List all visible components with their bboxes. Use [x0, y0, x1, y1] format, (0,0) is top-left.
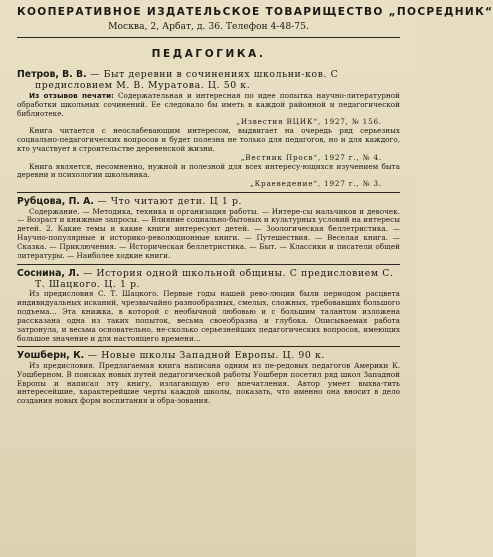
section-title: ПЕДАГОГИКА.: [151, 48, 266, 60]
entry-divider: [17, 264, 400, 265]
book-heading: [17, 196, 400, 207]
book-entry-washburn: [17, 350, 400, 406]
book-title: — История одной школьной общины. С предисловием С. Т. Шацкого. Ц. 1 р.: [35, 267, 394, 290]
review-text: Содержательная и интересная по идее попытка научно-литературной обработки школьных сочинений. Ее следовало бы иметь в каждой районной и педагогической библиотеке.: [17, 90, 401, 118]
header-divider: [17, 37, 400, 38]
book-author: Уошберн, К.: [17, 350, 85, 362]
publisher-line: [17, 6, 493, 19]
book-entry-rubtsova: [17, 196, 400, 260]
book-entry-sosnina: [17, 268, 400, 344]
publisher-header: [17, 6, 493, 33]
book-heading: [17, 69, 400, 92]
entry-divider: [17, 346, 400, 347]
publisher-org: КООПЕРАТИВНОЕ ИЗДАТЕЛЬСКОЕ ТОВАРИЩЕСТВО: [17, 6, 384, 18]
book-heading: [17, 268, 400, 291]
entry-divider: [17, 192, 400, 193]
review-paragraph: Книга является, несомненно, нужной и полезной для всех интересу-ющихся изучением быта деревни и психологии школьника.: [17, 161, 400, 180]
book-entry-petrov: [17, 69, 400, 189]
review-source: „Известия ВЦИК“, 1927, № 156.: [236, 117, 382, 127]
publisher-address: Москва, 2, Арбат, д. 36. Телефон 4-48-75.: [108, 21, 309, 32]
preface-paragraph: Из предисловия С. Т. Шацкого. Первые годы нашей рево-люции были периодом расцвета индивидуальных исканий, чрезвычайно разнообразных, смелых, сложных, требовавших большого подъема… Эта книжка, в которой с необычной любовью и с большим талантом изложена рассказана одна из таких попыток, весьма своеобразна и глубока. Описываемая работа затронула, и весьма основательно, не-сколько серьезнейших педагогических вопросов, имеющих большое значение и для настоящего времени…: [17, 289, 400, 343]
book-title: — Быт деревни в сочинениях школьни-ков. С предисловием М. В. Муратова. Ц. 50 к.: [35, 69, 339, 92]
book-title: — Что читают дети. Ц 1 р.: [93, 196, 243, 208]
publisher-name: „ПОСРЕДНИК“: [388, 6, 493, 18]
preface-paragraph: Из предисловия. Предлагаемая книга написана одним из пе-редовых педагогов Америки К. Уошберном. В поисках новых путей педагогической работы Уошберн посетил ряд школ Западной Европы и написал эту книгу, излагающую его впечатления. Автор умеет выхва-тить интересейшие, характерейшие черты каждой школы, показать, что именно она вносит в дело создания новых форм воспитания и обра-зования.: [17, 360, 400, 406]
review-lead: Из отзывов печати:: [29, 90, 114, 100]
contents-paragraph: Содержание. — Методика, техника и организация работы. — Интере-сы мальчиков и девочек. — Возраст и книжные запросы. — Влияние социально-бытовых и культурных условий на интересы детей. 2. Какие темы и какие книги интересуют детей. — Зоологическая беллетристика. — Научно-популярные и историко-революционные книги. — Путешествия. — Веселая книга. — Сказка. — Приключения. — Историческая беллетристика. — Быт. — Классики и писатели общей литературы. — Наиболее ходкие книги.: [17, 206, 400, 260]
book-author: Рубцова, П. А.: [17, 196, 94, 208]
review-source: „Краеведение“, 1927 г., № 3.: [250, 179, 382, 189]
book-title: — Новые школы Западной Европы. Ц. 90 к.: [84, 350, 325, 362]
book-author: Петров, В. В.: [17, 69, 87, 80]
review-source: „Вестник Просв“, 1927 г., № 4.: [240, 152, 382, 162]
book-author: Соснина, Л.: [17, 267, 80, 279]
review-paragraph: Книга читается с неослабевающим интересом, выдвигает на очередь ряд серьезных социально-педагогических вопросов и будет полезна не только для педагогов, но и для каждого, кто участвует в строительстве деревенской жизни.: [17, 126, 400, 153]
review-paragraph: [17, 92, 400, 119]
